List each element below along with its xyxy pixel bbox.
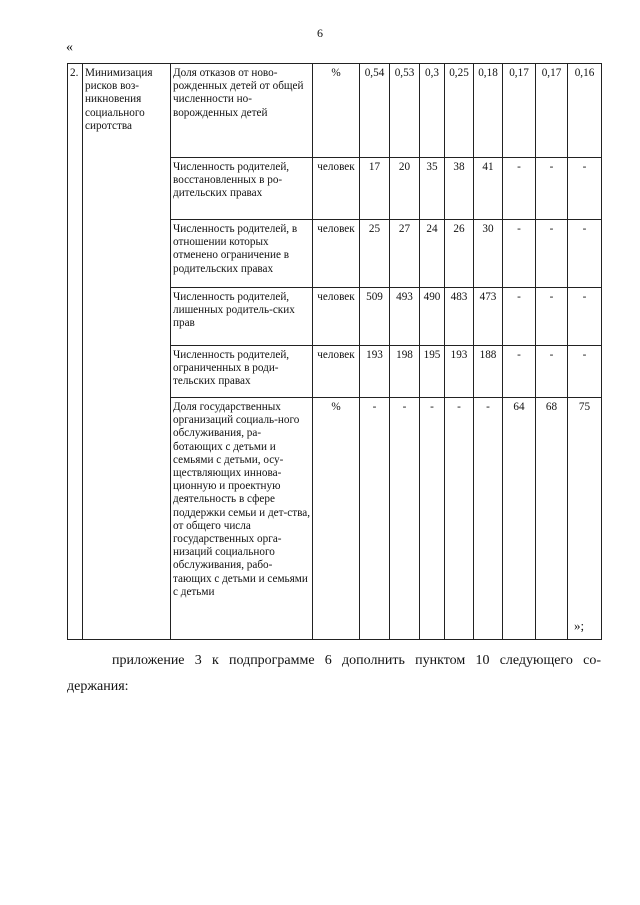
row-number-cell: 2. (68, 64, 83, 640)
unit-cell: % (313, 64, 360, 158)
value-cell: - (474, 398, 503, 640)
value-cell: 68 (536, 398, 568, 640)
value-cell: 35 (420, 158, 445, 220)
opening-quote: « (66, 40, 73, 55)
value-cell: - (503, 346, 536, 398)
value-cell: 473 (474, 288, 503, 346)
indicator-cell: Численность родителей, ограниченных в роди-тельских правах (171, 346, 313, 398)
value-cell: - (568, 288, 602, 346)
indicator-cell: Численность родителей, восстановленных в ро-дительских правах (171, 158, 313, 220)
closing-quote: »; (574, 618, 585, 633)
indicator-cell: Доля государственных организаций социаль-ного обслуживания, ра-ботающих с детьми и семьями с детьми, осу-ществляющих иннова-ционную и проектную деятельность в сфере поддержки семьи и дет-ства, от общего числа государственных орга-низаций социального обслуживания, рабо-тающих с детьми и семьями с детьми (171, 398, 313, 640)
unit-cell: человек (313, 346, 360, 398)
value-cell: 483 (445, 288, 474, 346)
task-cell: Минимизация рисков воз-никновения социального сиротства (83, 64, 171, 640)
value-cell: 0,16 (568, 64, 602, 158)
value-cell: 490 (420, 288, 445, 346)
value-cell: 30 (474, 220, 503, 288)
value-cell: 64 (503, 398, 536, 640)
value-cell: 193 (445, 346, 474, 398)
indicator-cell: Доля отказов от ново-рожденных детей от общей численности но-ворожденных детей (171, 64, 313, 158)
value-cell: - (568, 346, 602, 398)
value-cell: 24 (420, 220, 445, 288)
value-cell: 0,18 (474, 64, 503, 158)
value-cell: - (536, 346, 568, 398)
value-cell: 20 (390, 158, 420, 220)
table-body (68, 64, 602, 640)
value-cell: 0,25 (445, 64, 474, 158)
value-cell: 509 (360, 288, 390, 346)
value-cell: - (536, 288, 568, 346)
value-cell: 38 (445, 158, 474, 220)
unit-cell: человек (313, 220, 360, 288)
value-cell: 41 (474, 158, 503, 220)
page-number: 6 (317, 26, 323, 40)
value-cell: 195 (420, 346, 445, 398)
unit-cell: человек (313, 288, 360, 346)
value-cell: 493 (390, 288, 420, 346)
value-cell: 193 (360, 346, 390, 398)
value-cell: 17 (360, 158, 390, 220)
value-cell: 25 (360, 220, 390, 288)
value-cell: - (503, 220, 536, 288)
value-cell: 0,17 (503, 64, 536, 158)
value-cell: - (536, 220, 568, 288)
value-cell: - (503, 158, 536, 220)
value-cell: 75 (568, 398, 602, 640)
value-cell: - (503, 288, 536, 346)
value-cell: - (360, 398, 390, 640)
value-cell: - (568, 220, 602, 288)
value-cell: - (445, 398, 474, 640)
value-cell: 0,54 (360, 64, 390, 158)
indicators-table (67, 63, 602, 640)
value-cell: 0,17 (536, 64, 568, 158)
unit-cell: человек (313, 158, 360, 220)
table-row (68, 64, 602, 158)
value-cell: 188 (474, 346, 503, 398)
indicator-cell: Численность родителей, в отношении которых отменено ограничение в родительских правах (171, 220, 313, 288)
body-paragraph: приложение 3 к подпрограмме 6 дополнить пунктом 10 следующего со-держания: (67, 653, 601, 694)
value-cell: - (390, 398, 420, 640)
value-cell: 0,3 (420, 64, 445, 158)
value-cell: 27 (390, 220, 420, 288)
unit-cell: % (313, 398, 360, 640)
value-cell: - (420, 398, 445, 640)
indicator-cell: Численность родителей, лишенных родитель-ских прав (171, 288, 313, 346)
value-cell: - (536, 158, 568, 220)
value-cell: 0,53 (390, 64, 420, 158)
value-cell: 26 (445, 220, 474, 288)
value-cell: 198 (390, 346, 420, 398)
value-cell: - (568, 158, 602, 220)
